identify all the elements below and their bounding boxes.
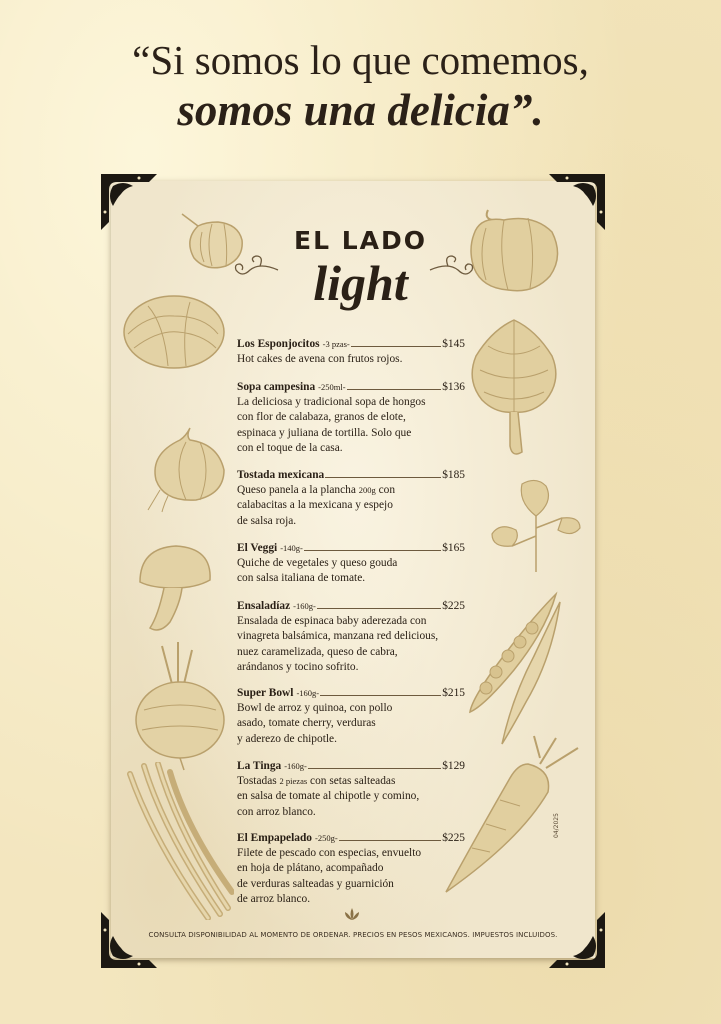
footer-disclaimer: CONSULTA DISPONIBILIDAD AL MOMENTO DE ORDENAR. PRECIOS EN PESOS MEXICANOS. IMPUESTOS INCLUIDOS. xyxy=(148,931,558,939)
menu-item xyxy=(237,541,465,587)
onion-icon xyxy=(146,424,228,514)
leader-line xyxy=(304,550,441,551)
mushroom-icon xyxy=(136,542,214,634)
item-description: Quiche de vegetales y queso gouda con salsa italiana de tomate. xyxy=(237,557,398,585)
leader-line xyxy=(320,695,441,696)
menu-item xyxy=(237,337,465,367)
item-description: Ensalada de espinaca baby aderezada con vinagreta balsámica, manzana red delicious, nuez caramelizada, queso de cabra, arándanos y tocino sofrito. xyxy=(237,615,439,673)
weight-note: 200g xyxy=(358,485,376,496)
description-text: con setas salteadas en salsa de tomate al chipotle y comino, con arroz blanco. xyxy=(237,775,420,818)
item-name: Ensaladíaz xyxy=(237,600,291,612)
leader-line xyxy=(339,840,442,841)
quote-line-1: “Si somos lo que comemos, xyxy=(132,37,589,83)
leader-line xyxy=(308,768,441,769)
item-price: $185 xyxy=(442,469,465,481)
item-name: El Empapelado xyxy=(237,832,313,844)
item-price: $136 xyxy=(442,381,465,393)
artichoke-icon xyxy=(466,316,562,458)
item-description: Hot cakes de avena con frutos rojos. xyxy=(237,353,403,366)
item-price: $225 xyxy=(442,600,465,612)
item-description: Filete de pescado con especias, envuelto en hoja de plátano, acompañado de verduras salteadas y guarnición de arroz blanco. xyxy=(237,847,422,905)
menu-item xyxy=(237,686,465,747)
fleur-ornament-icon xyxy=(343,906,361,922)
menu-subtitle: light xyxy=(313,255,408,311)
item-price: $215 xyxy=(442,687,465,699)
corner-bracket-icon xyxy=(99,172,161,234)
item-name: El Veggi xyxy=(237,542,278,554)
item-portion: -140g- xyxy=(280,543,303,553)
flourish-right-icon xyxy=(428,252,478,282)
item-portion: -3 pzas- xyxy=(322,339,350,349)
item-description xyxy=(237,774,465,820)
leader-line xyxy=(325,477,441,478)
description-text: Tostadas xyxy=(237,775,280,788)
item-price: $165 xyxy=(442,542,465,554)
leader-line xyxy=(347,389,442,390)
parsley-icon xyxy=(488,476,584,574)
menu-item xyxy=(237,599,465,675)
corner-bracket-icon xyxy=(545,908,607,970)
leader-line xyxy=(351,346,441,347)
item-portion: -160g- xyxy=(293,601,316,611)
item-description xyxy=(237,483,465,529)
flourish-left-icon xyxy=(230,252,280,282)
item-price: $225 xyxy=(442,832,465,844)
menu-item xyxy=(237,380,465,456)
item-name: Sopa campesina xyxy=(237,381,316,393)
description-text: con calabacitas a la mexicana y espejo de salsa roja. xyxy=(237,484,396,527)
leader-line xyxy=(317,608,441,609)
item-price: $129 xyxy=(442,760,465,772)
item-description: Bowl de arroz y quinoa, con pollo asado, tomate cherry, verduras y aderezo de chipotle. xyxy=(237,702,393,745)
quote-line-2: somos una delicia”. xyxy=(177,85,544,135)
description-text: Queso panela a la plancha xyxy=(237,484,359,497)
menu-item xyxy=(237,468,465,529)
item-name: La Tinga xyxy=(237,760,282,772)
date-code: 04/2025 xyxy=(553,813,560,838)
menu-title: EL LADO xyxy=(294,226,427,255)
menu-item xyxy=(237,759,465,820)
asparagus-icon xyxy=(124,762,234,920)
pieces-note: 2 piezas xyxy=(279,776,308,787)
item-price: $145 xyxy=(442,338,465,350)
item-name: Super Bowl xyxy=(237,687,294,699)
item-portion: -160g- xyxy=(284,761,307,771)
menu-item xyxy=(237,831,465,907)
item-name: Tostada mexicana xyxy=(237,469,325,481)
pea-pod-icon xyxy=(462,588,566,750)
item-name: Los Esponjocitos xyxy=(237,338,320,350)
item-portion: -250g- xyxy=(315,833,338,843)
item-description: La deliciosa y tradicional sopa de hongos con flor de calabaza, granos de elote, espinaca y juliana de tortilla. Solo que con el toque de la casa. xyxy=(237,396,426,454)
item-portion: -160g- xyxy=(296,688,320,698)
turnip-icon xyxy=(132,640,228,772)
item-portion: -250ml- xyxy=(318,382,346,392)
